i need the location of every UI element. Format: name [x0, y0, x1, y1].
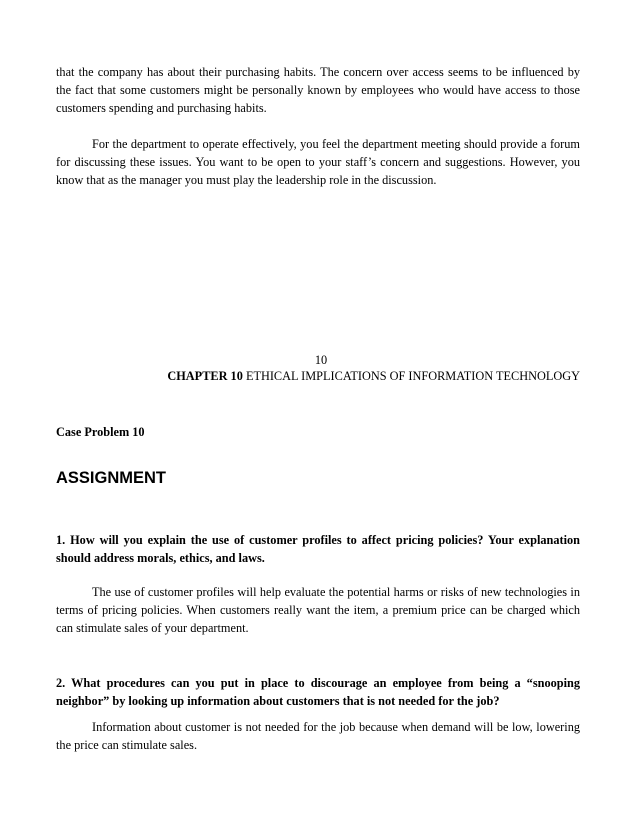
question-1: 1. How will you explain the use of customer profiles to affect pricing policies? Your explanation should address morals, ethics, and laws.: [56, 533, 580, 565]
assignment-heading: ASSIGNMENT: [56, 469, 167, 487]
paragraph-department-meeting: For the department to operate effectively, you feel the department meeting should provide a forum for discussing these issues. You want to be open to your staff’s concern and suggestions. However, you know that as the manager you must play the leadership role in the discussion.: [56, 137, 580, 187]
case-problem-label: Case Problem 10: [56, 425, 145, 439]
chapter-label: CHAPTER 10: [167, 369, 243, 383]
answer-2: Information about customer is not needed for the job because when demand will be low, lowering the price can stimulate sales.: [56, 720, 580, 752]
paragraph-continuation: that the company has about their purchasing habits. The concern over access seems to be influenced by the fact that some customers might be personally known by employees who would have access to those customers spending and purchasing habits.: [56, 65, 580, 115]
page-number: 10: [314, 353, 328, 367]
chapter-title: ETHICAL IMPLICATIONS OF INFORMATION TECHNOLOGY: [245, 369, 580, 383]
question-2: 2. What procedures can you put in place to discourage an employee from being a “snooping neighbor” by looking up information about customers that is not needed for the job?: [56, 676, 580, 708]
chapter-heading: [167, 368, 580, 384]
answer-1: The use of customer profiles will help evaluate the potential harms or risks of new technologies in terms of pricing policies. When customers really want the item, a premium price can be charged which can stimulate sales of your department.: [56, 585, 580, 635]
